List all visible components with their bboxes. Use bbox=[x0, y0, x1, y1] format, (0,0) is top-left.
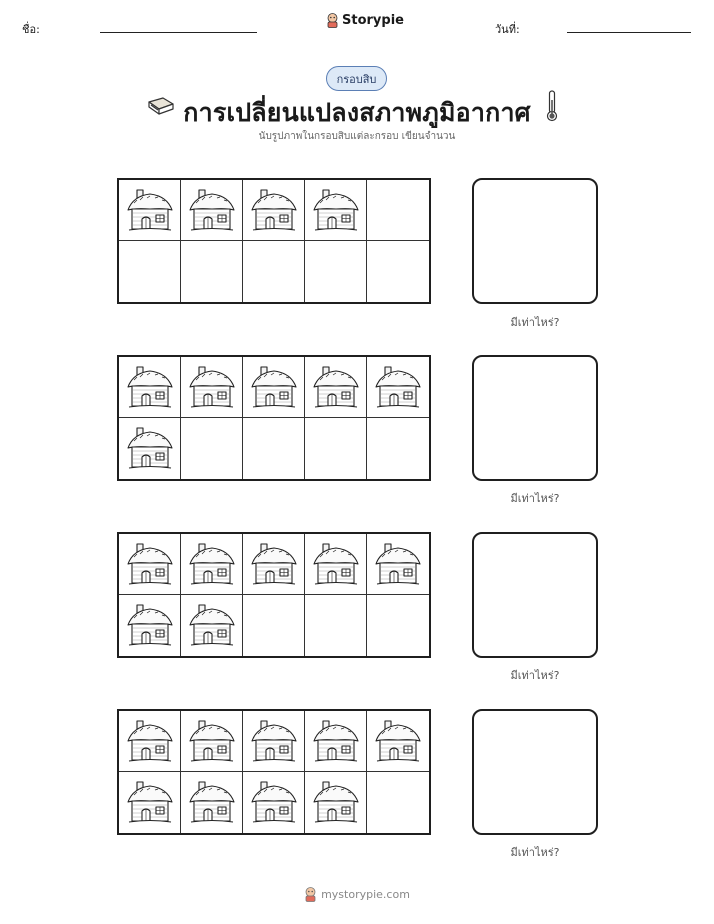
frame-cell-filled bbox=[243, 534, 305, 595]
topic-tag: กรอบสิบ bbox=[326, 66, 387, 91]
house-icon bbox=[311, 188, 361, 233]
frame-cell-empty bbox=[367, 418, 429, 479]
question-3: มีเท่าไหร่? bbox=[510, 669, 560, 682]
frame-cell-filled bbox=[181, 711, 243, 772]
frame-cell-filled bbox=[181, 357, 243, 418]
house-icon bbox=[373, 365, 423, 410]
house-icon bbox=[125, 542, 175, 587]
house-icon bbox=[125, 365, 175, 410]
house-icon bbox=[311, 780, 361, 825]
footer-site[interactable]: mystorypie.com bbox=[321, 888, 410, 901]
thermometer-icon bbox=[545, 90, 559, 122]
frame-cell-filled bbox=[243, 357, 305, 418]
house-icon bbox=[125, 780, 175, 825]
frame-cell-empty bbox=[243, 595, 305, 656]
frame-cell-empty bbox=[367, 772, 429, 833]
frame-cell-filled bbox=[119, 595, 181, 656]
house-icon bbox=[125, 603, 175, 648]
answer-box-3[interactable] bbox=[472, 532, 598, 658]
frame-cell-filled bbox=[181, 534, 243, 595]
answer-box-4[interactable] bbox=[472, 709, 598, 835]
frame-cell-empty bbox=[119, 241, 181, 302]
house-icon bbox=[311, 542, 361, 587]
ten-frame-1 bbox=[117, 178, 431, 304]
instructions: นับรูปภาพในกรอบสิบแต่ละกรอบ เขียนจำนวน bbox=[258, 131, 456, 142]
frame-cell-filled bbox=[119, 534, 181, 595]
house-icon bbox=[373, 719, 423, 764]
question-4: มีเท่าไหร่? bbox=[510, 846, 560, 859]
date-line bbox=[567, 32, 691, 33]
frame-cell-empty bbox=[367, 595, 429, 656]
name-label: ชื่อ: bbox=[22, 23, 40, 36]
house-icon bbox=[125, 188, 175, 233]
house-icon bbox=[187, 542, 237, 587]
frame-cell-filled bbox=[305, 180, 367, 241]
answer-box-2[interactable] bbox=[472, 355, 598, 481]
frame-cell-empty bbox=[305, 418, 367, 479]
house-icon bbox=[187, 719, 237, 764]
brand-name: Storypie bbox=[342, 13, 404, 28]
name-line bbox=[100, 32, 257, 33]
frame-cell-empty bbox=[181, 241, 243, 302]
footer bbox=[0, 887, 714, 902]
frame-cell-empty bbox=[367, 241, 429, 302]
frame-cell-empty bbox=[305, 595, 367, 656]
frame-cell-filled bbox=[119, 418, 181, 479]
frame-cell-filled bbox=[305, 772, 367, 833]
page-title: การเปลี่ยนแปลงสภาพภูมิอากาศ bbox=[183, 98, 531, 127]
frame-cell-filled bbox=[305, 711, 367, 772]
house-icon bbox=[249, 365, 299, 410]
house-icon bbox=[249, 780, 299, 825]
ten-frame-4 bbox=[117, 709, 431, 835]
answer-box-1[interactable] bbox=[472, 178, 598, 304]
frame-cell-empty bbox=[305, 241, 367, 302]
frame-cell-empty bbox=[181, 418, 243, 479]
frame-cell-filled bbox=[119, 772, 181, 833]
question-2: มีเท่าไหร่? bbox=[510, 492, 560, 505]
house-icon bbox=[187, 780, 237, 825]
question-1: มีเท่าไหร่? bbox=[510, 316, 560, 329]
frame-cell-filled bbox=[243, 711, 305, 772]
frame-cell-filled bbox=[181, 772, 243, 833]
house-icon bbox=[311, 719, 361, 764]
frame-cell-empty bbox=[367, 180, 429, 241]
frame-cell-empty bbox=[243, 418, 305, 479]
frame-cell-filled bbox=[119, 357, 181, 418]
frame-cell-filled bbox=[305, 357, 367, 418]
storypie-footer-logo-icon bbox=[304, 887, 317, 902]
house-icon bbox=[125, 719, 175, 764]
house-icon bbox=[311, 365, 361, 410]
house-icon bbox=[187, 188, 237, 233]
frame-cell-filled bbox=[243, 180, 305, 241]
house-icon bbox=[187, 365, 237, 410]
frame-cell-filled bbox=[181, 180, 243, 241]
house-icon bbox=[249, 188, 299, 233]
frame-cell-filled bbox=[367, 357, 429, 418]
frame-cell-filled bbox=[119, 711, 181, 772]
frame-cell-filled bbox=[119, 180, 181, 241]
frame-cell-empty bbox=[243, 241, 305, 302]
house-icon bbox=[249, 719, 299, 764]
house-icon bbox=[125, 426, 175, 471]
brand bbox=[326, 13, 404, 28]
frame-cell-filled bbox=[305, 534, 367, 595]
frame-cell-filled bbox=[367, 711, 429, 772]
house-icon bbox=[373, 542, 423, 587]
ten-frame-2 bbox=[117, 355, 431, 481]
house-icon bbox=[187, 603, 237, 648]
frame-cell-filled bbox=[367, 534, 429, 595]
date-label: วันที่: bbox=[495, 23, 520, 36]
house-icon bbox=[249, 542, 299, 587]
frame-cell-filled bbox=[181, 595, 243, 656]
ten-frame-3 bbox=[117, 532, 431, 658]
storypie-logo-icon bbox=[326, 13, 339, 28]
frame-cell-filled bbox=[243, 772, 305, 833]
